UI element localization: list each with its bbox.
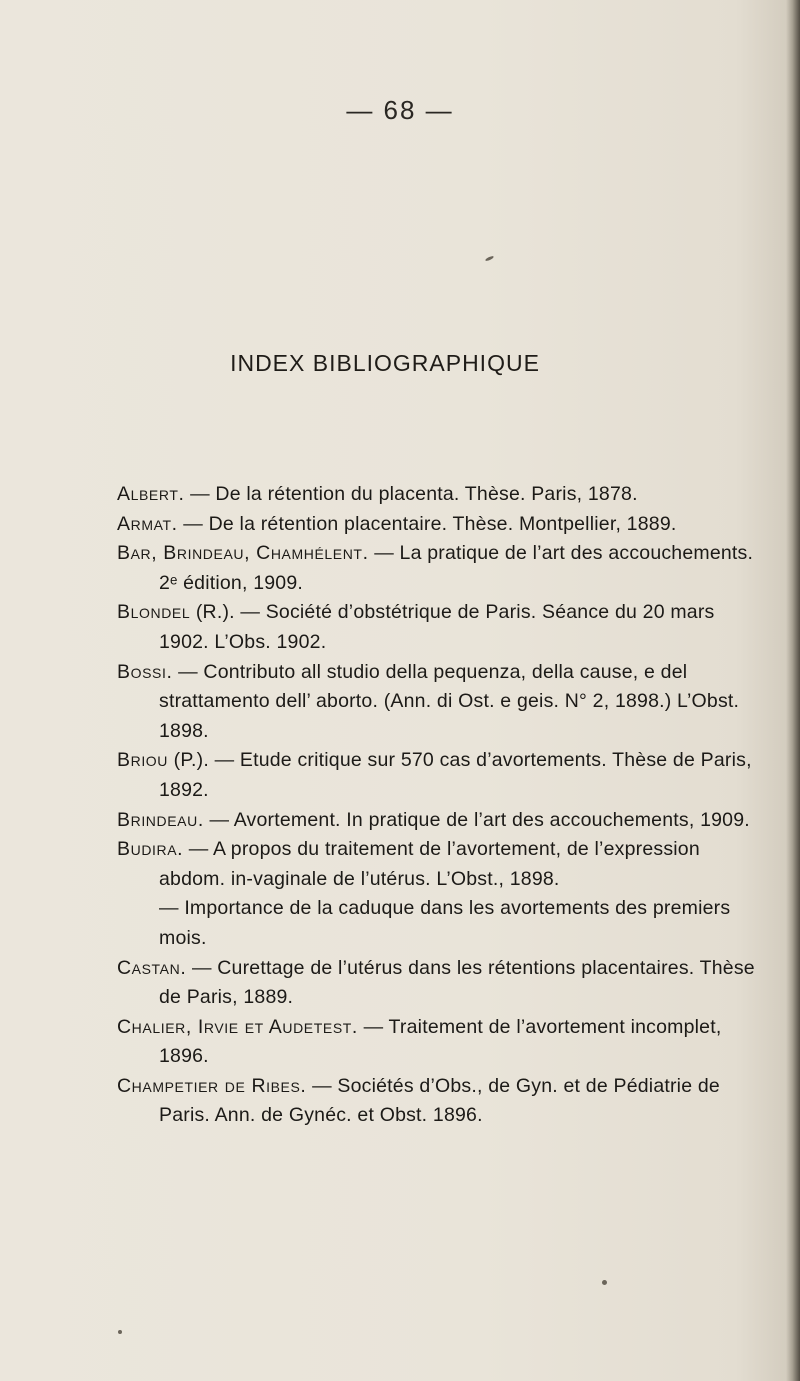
bibliography-entry	[117, 658, 767, 747]
bibliography-entry	[117, 1072, 767, 1131]
bibliography-entry	[117, 1013, 767, 1072]
entry-text: — Contributo all studio della pequenza, della cause, e del strattamento dell’ aborto. (Ann. di Ost. e geis. N° 2, 1898.) L’Obst. 1898.	[159, 660, 740, 742]
page-edge-shadow	[786, 0, 800, 1381]
bibliography-entry-continuation	[117, 894, 767, 953]
bibliography-entry	[117, 480, 767, 510]
paper-speck	[602, 1280, 607, 1285]
entry-author: Chalier, Irvie et Audetest.	[117, 1015, 358, 1038]
entry-author: Bossi.	[117, 660, 173, 683]
entry-text: — La pratique de l’art des accouchements. 2ᵉ édition, 1909.	[159, 542, 754, 594]
entry-text: — Traitement de l’avortement incomplet, 1896.	[159, 1015, 722, 1068]
bibliography-entry	[117, 835, 767, 894]
entry-author: Castan.	[117, 956, 187, 979]
entry-text: — Importance de la caduque dans les avortements des premiers mois.	[159, 897, 731, 949]
bibliography-entry	[117, 510, 767, 540]
entry-text: — A propos du traitement de l’avortement, de l’expression abdom. in-vaginale de l’utérus. L’Obst., 1898.	[159, 838, 700, 890]
entry-text: — Sociétés d’Obs., de Gyn. et de Pédiatrie de Paris. Ann. de Gynéc. et Obst. 1896.	[159, 1074, 720, 1127]
bibliography-list	[117, 480, 767, 1131]
bibliography-entry	[117, 539, 767, 598]
entry-text: (P.). — Etude critique sur 570 cas d’avortements. Thèse de Paris, 1892.	[159, 749, 752, 801]
entry-author: Brindeau.	[117, 808, 204, 831]
bibliography-entry	[117, 598, 767, 657]
bibliography-entry	[117, 746, 767, 805]
entry-text: — Curettage de l’utérus dans les rétentions placentaires. Thèse de Paris, 1889.	[159, 956, 755, 1009]
entry-author: Armat.	[117, 512, 178, 535]
index-title: INDEX BIBLIOGRAPHIQUE	[230, 350, 540, 376]
bibliography-entry	[117, 806, 767, 836]
entry-author: Bar, Brindeau, Chamhélent.	[117, 542, 369, 565]
entry-text: — De la rétention placentaire. Thèse. Montpellier, 1889.	[177, 512, 677, 535]
bibliography-entry	[117, 954, 767, 1013]
paper-speck	[485, 255, 494, 262]
entry-author: Budira.	[117, 838, 184, 861]
entry-author: Blondel	[117, 601, 191, 624]
entry-author: Champetier de Ribes.	[117, 1074, 307, 1097]
entry-author: Briou	[117, 749, 169, 772]
paper-speck	[118, 1330, 122, 1334]
entry-text: — Avortement. In pratique de l’art des accouchements, 1909.	[203, 808, 750, 831]
entry-author: Albert.	[117, 483, 185, 505]
page-number: — 68 —	[346, 95, 454, 125]
entry-text: (R.). — Société d’obstétrique de Paris. Séance du 20 mars 1902. L’Obs. 1902.	[159, 601, 715, 653]
entry-text: — De la rétention du placenta. Thèse. Paris, 1878.	[184, 483, 638, 505]
